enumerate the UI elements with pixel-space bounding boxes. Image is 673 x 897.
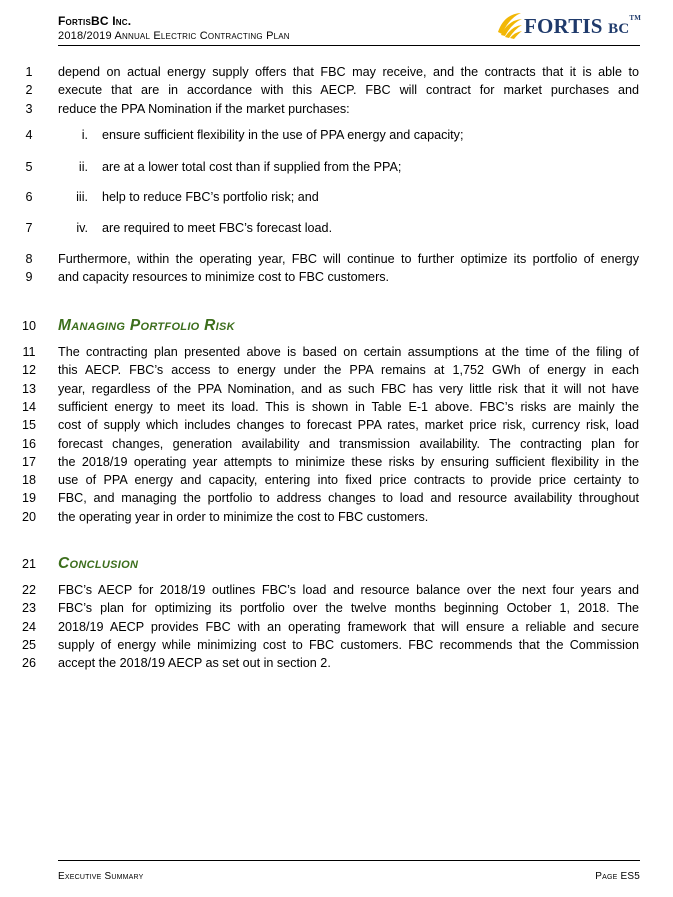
line-number: 9 [25,270,33,285]
footer-section-title: Executive Summary [58,871,144,882]
section-heading-row [0,555,673,573]
line-number: 5 [25,160,33,174]
text-line [0,654,673,672]
line-number: 4 [25,128,33,142]
text-line [0,250,673,268]
list-item-text: are at a lower total cost than if supplied from the PPA; [102,160,402,174]
line-number: 2 [25,83,33,98]
paragraph-line: FBC’s AECP for 2018/19 outlines FBC’s load and resource balance over the next four years and [58,583,639,597]
line-number: 23 [22,601,37,616]
line-number: 22 [22,583,37,597]
line-number: 14 [22,399,37,414]
list-marker: ii. [78,160,88,174]
page-footer [58,860,640,888]
line-number: 20 [22,509,37,524]
line-number: 13 [22,381,37,396]
paragraph-line: this AECP. FBC’s access to energy under the PPA remains at 1,752 GWh of energy in each [58,363,639,378]
paragraph-line: supply of energy while minimizing cost to FBC customers. FBC recommends that the Commission [58,637,639,652]
company-name: FortisBC Inc. [58,14,132,28]
text-line [0,435,673,453]
line-number: 1 [25,65,33,79]
paragraph-line: The contracting plan presented above is based on certain assumptions at the time of the filing of [58,345,639,359]
list-item [0,158,673,176]
paragraph-line: use of PPA energy and capacity, entering into fixed price contracts to provide price certainty to [58,473,639,488]
paragraph-line: 2018/19 AECP provides FBC with an operating framework that will ensure a reliable and secure [58,619,639,634]
line-number: 15 [22,418,37,433]
text-line [0,453,673,471]
line-number: 16 [22,436,37,451]
line-number: 25 [22,637,37,652]
line-number: 18 [22,473,37,488]
list-marker: iv. [76,221,88,235]
text-line [0,361,673,379]
paragraph-line: FBC’s plan for optimizing its portfolio over the twelve months beginning October 1, 2018. The [58,601,639,616]
line-number: 26 [22,656,37,671]
line-number: 19 [22,491,37,506]
page-number: Page ES5 [595,871,640,882]
line-number: 11 [22,345,36,359]
text-line [0,63,673,81]
document-title: 2018/2019 Annual Electric Contracting Plan [58,30,290,42]
list-item [0,126,673,144]
list-item-text: help to reduce FBC’s portfolio risk; and [102,190,319,204]
paragraph-line: and capacity resources to minimize cost to FBC customers. [58,270,390,285]
list-item [0,188,673,206]
footer-divider [58,860,640,861]
text-line [0,489,673,507]
text-line [0,416,673,434]
paragraph-line: the 2018/19 operating year attempts to minimize these risks by ensuring sufficient flexibility in the [58,454,639,469]
line-number: 17 [22,454,37,469]
paragraph-line: execute that are in accordance with this AECP. FBC will contract for market purchases and [58,83,639,98]
line-number: 10 [22,319,37,333]
paragraph-line: year, regardless of the PPA Nomination, and as such FBC has very little risk that it will not have [58,381,639,396]
text-line [0,380,673,398]
list-item [0,219,673,237]
paragraph-line: reduce the PPA Nomination if the market purchases: [58,101,350,116]
text-line [0,636,673,654]
section-heading: Managing Portfolio Risk [58,317,235,334]
text-line [0,100,673,118]
line-number: 7 [25,221,33,235]
line-number: 6 [25,190,33,204]
text-line [0,343,673,361]
fortisbc-logo [494,10,640,42]
paragraph-line: depend on actual energy supply offers that FBC may receive, and the contracts that it is able to [58,65,639,79]
list-marker: iii. [76,190,88,204]
paragraph-line: the operating year in order to minimize the cost to FBC customers. [58,509,429,524]
line-number: 3 [25,101,33,116]
list-item-text: ensure sufficient flexibility in the use of PPA energy and capacity; [102,128,464,142]
paragraph-line: FBC, and managing the portfolio to address changes to load and resource availability throughout [58,491,639,506]
paragraph-line: forecast changes, generation availability and transmission availability. The contracting plan for [58,436,639,451]
paragraph-line: sufficient energy to meet its load. This is shown in Table E-1 above. FBC’s risks are mainly the [58,399,639,414]
line-number: 12 [22,363,37,378]
logo-wordmark: FORTIS BC™ [524,14,642,38]
section-heading: Conclusion [58,555,139,572]
text-line [0,471,673,489]
text-line [0,398,673,416]
text-line [0,268,673,286]
line-number: 21 [22,557,37,571]
text-line [0,599,673,617]
line-number: 24 [22,619,37,634]
page-header [58,10,640,47]
text-line [0,581,673,599]
text-line [0,618,673,636]
text-line [0,508,673,526]
list-marker: i. [81,128,88,142]
list-item-text: are required to meet FBC’s forecast load. [102,221,333,235]
sun-logo-icon [494,10,524,40]
paragraph-line: cost of supply which includes changes to forecast PPA rates, market price risk, currency risk, load [58,418,639,433]
section-heading-row [0,317,673,335]
paragraph-line: accept the 2018/19 AECP as set out in section 2. [58,656,331,671]
header-divider [58,45,640,46]
paragraph-line: Furthermore, within the operating year, FBC will continue to further optimize its portfolio of energy [58,252,639,266]
line-number: 8 [25,252,33,266]
text-line [0,81,673,99]
